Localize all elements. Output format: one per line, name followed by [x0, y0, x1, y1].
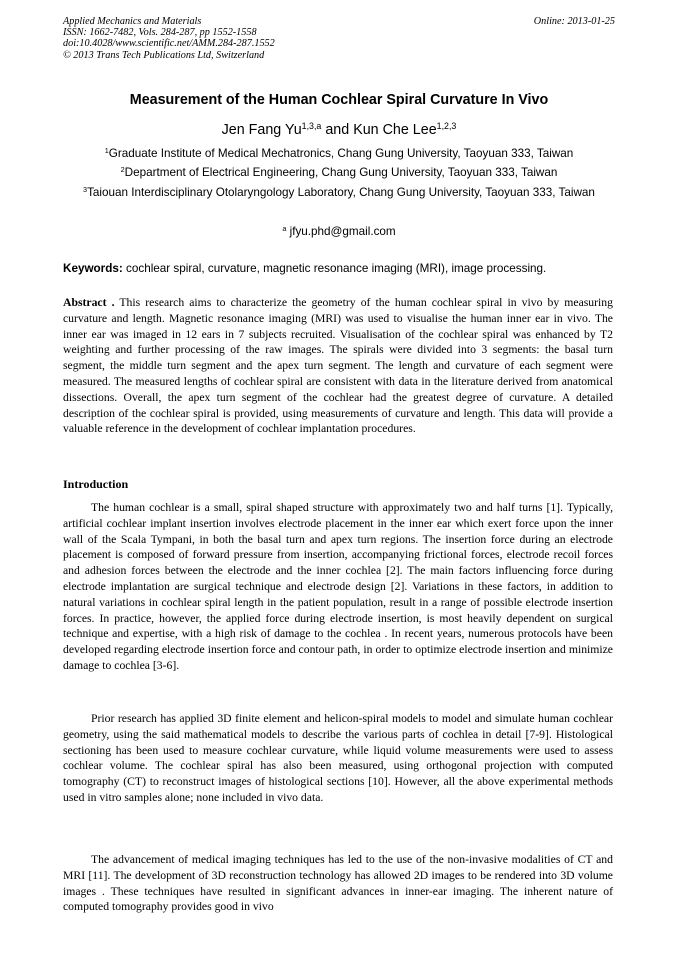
- intro-paragraph-2: Prior research has applied 3D finite element and helicon-spiral models to model and simulate human cochlear geometry, using the said mathematical models to describe the various parts of cochlea in detail [7-9]. Histological sectioning has been used to measure cochlear curvature, while liquid volume measurements were used to assess cochlear volume. The cochlear spiral has also been measured, using orthogonal projection with computed tomography (CT) to reconstruct images of histological sections [10]. However, all the above experimental methods used in vitro samples alone; none included in vivo data.: [63, 712, 613, 804]
- author-line: [40, 122, 638, 138]
- affiliation-2-text: Department of Electrical Engineering, Chang Gung University, Taoyuan 333, Taiwan: [124, 166, 558, 179]
- online-date: Online: 2013-01-25: [533, 16, 615, 27]
- paper-title: Measurement of the Human Cochlear Spiral Curvature In Vivo: [129, 92, 549, 108]
- intro-paragraph-3: The advancement of medical imaging techniques has led to the use of the non-invasive modalities of CT and MRI [11]. The development of 3D reconstruction technology has allowed 2D images to be rendered into 3D volume images . These techniques have resulted in significant advances in inner-ear imaging. The inherent nature of computed tomography provides good in vivo: [63, 853, 613, 914]
- keywords-text: cochlear spiral, curvature, magnetic resonance imaging (MRI), image processing.: [122, 262, 547, 275]
- section-heading-introduction: Introduction: [63, 477, 129, 491]
- keywords: [63, 262, 615, 276]
- author-1-name: Jen Fang Yu: [221, 122, 302, 138]
- author-2-affiliation-marker: 1,2,3: [436, 121, 457, 132]
- journal-doi[interactable]: doi:10.4028/www.scientific.net/AMM.284-287.1552: [63, 38, 275, 50]
- journal-issn: ISSN: 1662-7482, Vols. 284-287, pp 1552-1558: [63, 27, 257, 39]
- affiliation-2-marker: 2: [120, 165, 125, 175]
- keywords-label: Keywords:: [63, 262, 123, 275]
- abstract: [63, 295, 613, 437]
- affiliation-1-marker: 1: [104, 146, 109, 156]
- affiliation-3: [78, 186, 600, 200]
- affiliation-3-text: Taiouan Interdisciplinary Otolaryngology Laboratory, Chang Gung University, Taoyuan 333, Taiwan: [87, 186, 595, 199]
- email-text[interactable]: jfyu.phd@gmail.com: [286, 225, 396, 238]
- affiliation-1: [63, 147, 615, 161]
- author-2-name: Kun Che Lee: [353, 122, 437, 138]
- intro-paragraph-1: The human cochlear is a small, spiral shaped structure with approximately two and half turns [1]. Typically, artificial cochlear implant insertion involves electrode placement in the inner ear which exert force upon the inner wall of the Scala Tympani, in both the basal turn and apex turn regions. The insertion force during an electrode placement is composed of forward pressure from insertion, accompanying frictional forces, electrode recoil forces and adhesion forces between the electrode and the inner cochlea [2]. The main factors influencing force during electrode implantation are surgical technique and electrode design [2]. Variations in these factors, in addition to natural variations in cochlear spiral length in the patient population, result in a range of possible electrode insertion forces. In practice, however, the applied force during electrode insertion, is most heavily dependent on surgical technique and expertise, with a high risk of damage to the cochlea . In recent years, numerous protocols have been developed regarding electrode insertion force and contour path, in order to optimize electrode insertion and minimize damage to cochlea [3-6].: [63, 501, 613, 672]
- author-email: [63, 225, 615, 239]
- author-1-affiliation-marker: 1,3,a: [301, 121, 322, 132]
- journal-header: [63, 16, 275, 61]
- affiliation-2: [63, 166, 615, 180]
- abstract-text: This research aims to characterize the geometry of the human cochlear spiral in vivo by measuring curvature and length. Magnetic resonance imaging (MRI) was used to visualise the human inner ear in vivo. The inner ear was imaged in 12 ears in 7 subjects recruited. Visualisation of the cochlear spiral was enhanced by T2 weighting and further processing of the raw images. The spirals were divided into 3 segments: the basal turn segment, the middle turn segment and the apex turn segment. The length and curvature of each segment were measured. The measured lengths of cochlear spiral are consistent with data in the literature derived from anatomical dissections. Overall, the apex turn segment of the cochlear had the greatest degree of curvature. A detailed description of the cochlear spiral is provided, using measurements of curvature and length. This data will provide a valuable reference in the development of cochlear implantation procedures.: [63, 296, 613, 436]
- affiliation-3-marker: 3: [83, 185, 88, 195]
- author-conjunction: and: [321, 122, 354, 138]
- abstract-label: Abstract .: [63, 296, 115, 309]
- affiliation-1-text: Graduate Institute of Medical Mechatronics, Chang Gung University, Taoyuan 333, Taiwan: [108, 147, 574, 160]
- journal-name: Applied Mechanics and Materials: [63, 16, 202, 27]
- email-marker: a: [282, 224, 287, 234]
- journal-copyright: © 2013 Trans Tech Publications Ltd, Switzerland: [63, 49, 265, 61]
